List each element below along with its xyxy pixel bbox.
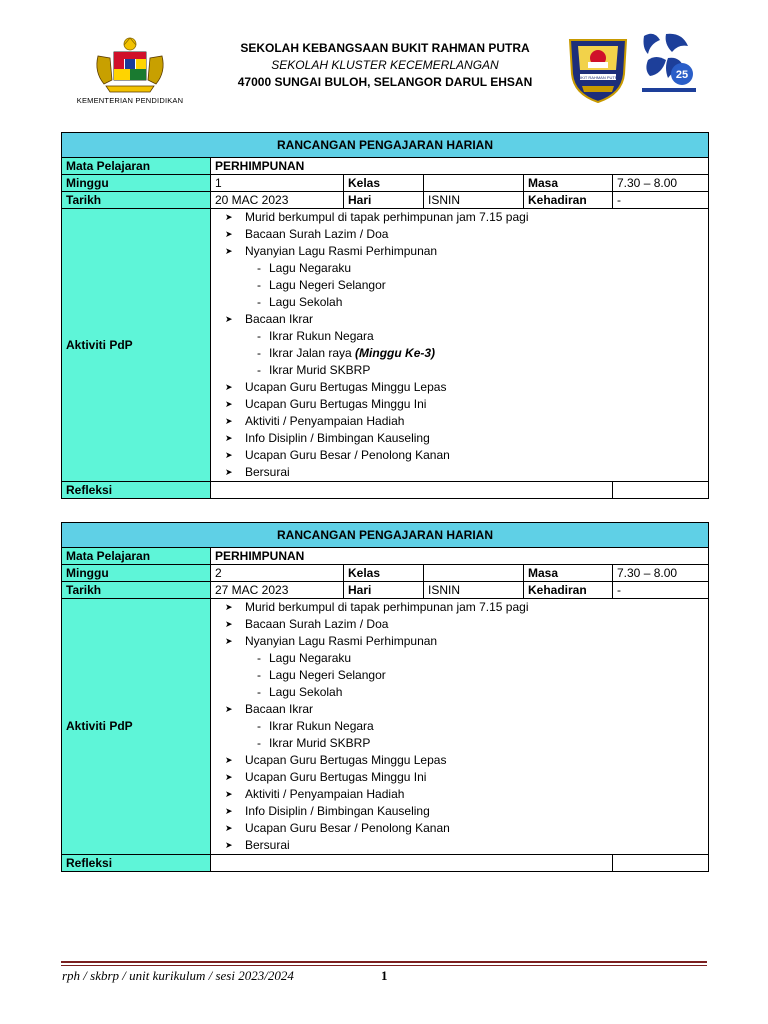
- reflection-value: [211, 482, 613, 499]
- activity-text: Nyanyian Lagu Rasmi Perhimpunan: [245, 634, 438, 648]
- label-kelas: Kelas: [344, 565, 424, 582]
- activity-item: [223, 396, 708, 413]
- time-value: 7.30 – 8.00: [613, 565, 709, 582]
- activity-subitem: [223, 294, 708, 311]
- activity-text: Bacaan Surah Lazim / Doa: [245, 227, 389, 241]
- activity-note: (Minggu Ke-3): [355, 346, 436, 360]
- label-refleksi: Refleksi: [62, 482, 211, 499]
- activity-text: Ucapan Guru Bertugas Minggu Ini: [245, 770, 427, 784]
- footer-rule: [61, 961, 707, 963]
- reflection-value: [211, 855, 613, 872]
- activity-item: [223, 430, 708, 447]
- activities-cell: [211, 599, 709, 855]
- label-aktiviti: Aktiviti PdP: [62, 599, 211, 855]
- activity-subitem: [223, 667, 708, 684]
- activity-text: Lagu Sekolah: [269, 295, 343, 309]
- ministry-name: KEMENTERIAN PENDIDIKAN: [76, 96, 184, 105]
- activity-item: [223, 311, 708, 328]
- activity-item: [223, 752, 708, 769]
- activity-text: Ucapan Guru Bertugas Minggu Lepas: [245, 753, 447, 767]
- activity-text: Murid berkumpul di tapak perhimpunan jam 7.15 pagi: [245, 600, 529, 614]
- activity-item: [223, 464, 708, 481]
- anniversary-logo: [638, 30, 700, 101]
- activity-subitem: [223, 345, 708, 362]
- date-value: 27 MAC 2023: [211, 582, 344, 599]
- label-tarikh: Tarikh: [62, 582, 211, 599]
- activity-text: Lagu Negaraku: [269, 261, 352, 275]
- label-kehadiran: Kehadiran: [524, 582, 613, 599]
- school-crest-icon: [566, 34, 630, 104]
- activity-item: [223, 599, 708, 616]
- page-number: 1: [381, 968, 388, 983]
- activity-text: Bersurai: [245, 465, 290, 479]
- activity-item: [223, 243, 708, 260]
- activity-text: Lagu Negaraku: [269, 651, 352, 665]
- activity-subitem: [223, 362, 708, 379]
- crest-text: BUKIT RAHMAN PUTRA: [575, 75, 621, 80]
- activity-item: [223, 226, 708, 243]
- activity-text: Bacaan Ikrar: [245, 312, 314, 326]
- activity-list: [223, 599, 708, 854]
- activity-list: [223, 209, 708, 481]
- activity-text: Aktiviti / Penyampaian Hadiah: [245, 787, 405, 801]
- activity-text: Ucapan Guru Bertugas Minggu Ini: [245, 397, 427, 411]
- activity-text: Aktiviti / Penyampaian Hadiah: [245, 414, 405, 428]
- kelas-value: [424, 565, 524, 582]
- coat-of-arms-icon: [90, 36, 170, 94]
- activity-item: [223, 209, 708, 226]
- anniversary-25-icon: [638, 30, 700, 96]
- label-hari: Hari: [344, 582, 424, 599]
- activities-cell: [211, 209, 709, 482]
- table-title: RANCANGAN PENGAJARAN HARIAN: [62, 523, 709, 548]
- reflection-extra: [613, 855, 709, 872]
- document-header: [0, 30, 768, 110]
- activity-text: Ikrar Murid SKBRP: [269, 736, 371, 750]
- activity-text: Lagu Negeri Selangor: [269, 668, 386, 682]
- label-aktiviti: Aktiviti PdP: [62, 209, 211, 482]
- activity-item: [223, 633, 708, 650]
- date-value: 20 MAC 2023: [211, 192, 344, 209]
- reflection-extra: [613, 482, 709, 499]
- activity-subitem: [223, 718, 708, 735]
- activity-item: [223, 616, 708, 633]
- activity-text: Ikrar Murid SKBRP: [269, 363, 371, 377]
- activity-item: [223, 413, 708, 430]
- footer-text: rph / skbrp / unit kurikulum / sesi 2023/2024: [62, 968, 294, 983]
- activity-item: [223, 820, 708, 837]
- activity-text: Bacaan Ikrar: [245, 702, 314, 716]
- lesson-plan-table-2: [61, 522, 709, 872]
- activity-item: [223, 803, 708, 820]
- activity-item: [223, 786, 708, 803]
- activity-item: [223, 837, 708, 854]
- activity-text: Lagu Negeri Selangor: [269, 278, 386, 292]
- week-value: 2: [211, 565, 344, 582]
- activity-text: Info Disiplin / Bimbingan Kauseling: [245, 431, 430, 445]
- kelas-value: [424, 175, 524, 192]
- label-masa: Masa: [524, 175, 613, 192]
- footer-rule-thin: [61, 965, 707, 966]
- time-value: 7.30 – 8.00: [613, 175, 709, 192]
- label-kelas: Kelas: [344, 175, 424, 192]
- activity-text: Ikrar Rukun Negara: [269, 719, 374, 733]
- lesson-plan-table-1: [61, 132, 709, 499]
- label-minggu: Minggu: [62, 175, 211, 192]
- day-value: ISNIN: [424, 582, 524, 599]
- activity-item: [223, 769, 708, 786]
- day-value: ISNIN: [424, 192, 524, 209]
- school-tagline: SEKOLAH KLUSTER KECEMERLANGAN: [271, 58, 499, 72]
- ministry-logo: [70, 36, 190, 110]
- activity-text: Info Disiplin / Bimbingan Kauseling: [245, 804, 430, 818]
- activity-text: Ikrar Jalan raya: [269, 346, 352, 360]
- school-info: [220, 40, 550, 91]
- activity-item: [223, 701, 708, 718]
- activity-text: Ucapan Guru Besar / Penolong Kanan: [245, 448, 450, 462]
- school-crest-logo: [566, 34, 630, 109]
- activity-text: Ucapan Guru Bertugas Minggu Lepas: [245, 380, 447, 394]
- activity-subitem: [223, 735, 708, 752]
- school-name: SEKOLAH KEBANGSAAN BUKIT RAHMAN PUTRA: [240, 41, 530, 55]
- activity-subitem: [223, 328, 708, 345]
- label-mata-pelajaran: Mata Pelajaran: [62, 158, 211, 175]
- label-tarikh: Tarikh: [62, 192, 211, 209]
- label-kehadiran: Kehadiran: [524, 192, 613, 209]
- subject-value: PERHIMPUNAN: [211, 158, 709, 175]
- activity-text: Ikrar Rukun Negara: [269, 329, 374, 343]
- week-value: 1: [211, 175, 344, 192]
- attendance-value: -: [613, 582, 709, 599]
- activity-text: Bacaan Surah Lazim / Doa: [245, 617, 389, 631]
- activity-subitem: [223, 684, 708, 701]
- school-address: 47000 SUNGAI BULOH, SELANGOR DARUL EHSAN: [237, 75, 533, 89]
- activity-text: Lagu Sekolah: [269, 685, 343, 699]
- label-minggu: Minggu: [62, 565, 211, 582]
- activity-subitem: [223, 260, 708, 277]
- table-title: RANCANGAN PENGAJARAN HARIAN: [62, 133, 709, 158]
- attendance-value: -: [613, 192, 709, 209]
- anniversary-number: 25: [675, 69, 689, 81]
- subject-value: PERHIMPUNAN: [211, 548, 709, 565]
- activity-item: [223, 447, 708, 464]
- activity-text: Murid berkumpul di tapak perhimpunan jam 7.15 pagi: [245, 210, 529, 224]
- label-refleksi: Refleksi: [62, 855, 211, 872]
- label-masa: Masa: [524, 565, 613, 582]
- activity-subitem: [223, 277, 708, 294]
- label-mata-pelajaran: Mata Pelajaran: [62, 548, 211, 565]
- activity-text: Nyanyian Lagu Rasmi Perhimpunan: [245, 244, 438, 258]
- label-hari: Hari: [344, 192, 424, 209]
- activity-text: Ucapan Guru Besar / Penolong Kanan: [245, 821, 450, 835]
- activity-item: [223, 379, 708, 396]
- activity-text: Bersurai: [245, 838, 290, 852]
- activity-subitem: [223, 650, 708, 667]
